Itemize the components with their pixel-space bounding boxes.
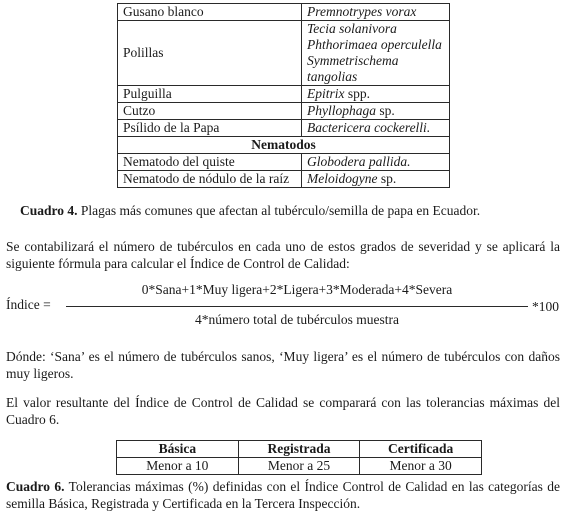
pest-name: Pulguilla [118,86,302,103]
table-cell: Menor a 30 [360,458,482,475]
pest-name: Cutzo [118,103,302,120]
pest-species: Tecia solanivora [307,21,397,36]
column-header: Certificada [360,441,482,458]
caption-label: Cuadro 6. [6,479,65,494]
tolerance-table [116,440,482,475]
column-header: Registrada [238,441,360,458]
table-row [118,103,450,120]
pest-name: Nematodo de nódulo de la raíz [118,171,302,188]
pest-species-suffix: spp. [344,86,371,101]
table-cell: Menor a 10 [117,458,239,475]
pest-species-list [302,21,450,86]
pest-species: Phthorimaea operculella [307,37,442,52]
caption-cuadro-4 [20,202,560,219]
paragraph-definitions: Dónde: ‘Sana’ es el número de tubérculos sanos, ‘Muy ligera’ es el número de tubérculos con daños muy ligeros. [6,349,560,381]
pest-species-suffix: sp. [376,103,395,118]
pest-genus: Meloidogyne [307,171,378,186]
pest-name: Nematodo del quiste [118,154,302,171]
pest-name: Psílido de la Papa [118,120,302,137]
pest-name: Polillas [118,21,302,86]
pest-species [302,86,450,103]
table-row [118,21,450,86]
table-row [118,154,450,171]
caption-cuadro-6 [6,478,560,512]
pest-species [302,171,450,188]
pest-species-suffix: sp. [377,171,397,186]
caption-label: Cuadro 4. [20,203,78,218]
table-row [118,4,450,21]
pest-species: Bactericera cockerelli. [302,120,450,137]
pest-species [302,103,450,120]
formula [6,282,560,332]
paragraph-comparison: El valor resultante del Índice de Control de Calidad se comparará con las tolerancias máximas del Cuadro 6. [6,395,560,427]
table-row [118,86,450,103]
table-row [118,171,450,188]
formula-denominator: 4*número total de tubérculos muestra [195,312,399,327]
fraction-bar [66,306,528,307]
table-row [117,458,482,475]
pests-table [117,3,450,188]
pest-species: Globodera pallida. [302,154,450,171]
caption-text: Plagas más comunes que afectan al tubérculo/semilla de papa en Ecuador. [77,203,481,218]
caption-text: Tolerancias máximas (%) definidas con el Índice Control de Calidad en las categorías de semilla Básica, Registrada y Certificada en la Tercera Inspección. [6,479,561,511]
pest-name: Gusano blanco [118,4,302,21]
pest-species: Premnotrypes vorax [302,4,450,21]
pest-genus: Epitrix [307,86,345,101]
formula-multiplier: *100 [532,299,559,314]
section-header-nematodos: Nematodos [118,137,450,154]
pest-species: Symmetrischema tangolias [307,53,399,84]
table-header-row [117,441,482,458]
paragraph-intro-formula: Se contabilizará el número de tubérculos en cada uno de estos grados de severidad y se aplicará la siguiente fórmula para calcular el Índice de Control de Calidad: [6,239,560,271]
formula-lhs: Índice = [6,297,51,312]
table-row [118,120,450,137]
column-header: Básica [117,441,239,458]
table-cell: Menor a 25 [238,458,360,475]
formula-numerator: 0*Sana+1*Muy ligera+2*Ligera+3*Moderada+4*Severa [141,282,453,297]
table-section-row [118,137,450,154]
pest-genus: Phyllophaga [307,103,376,118]
